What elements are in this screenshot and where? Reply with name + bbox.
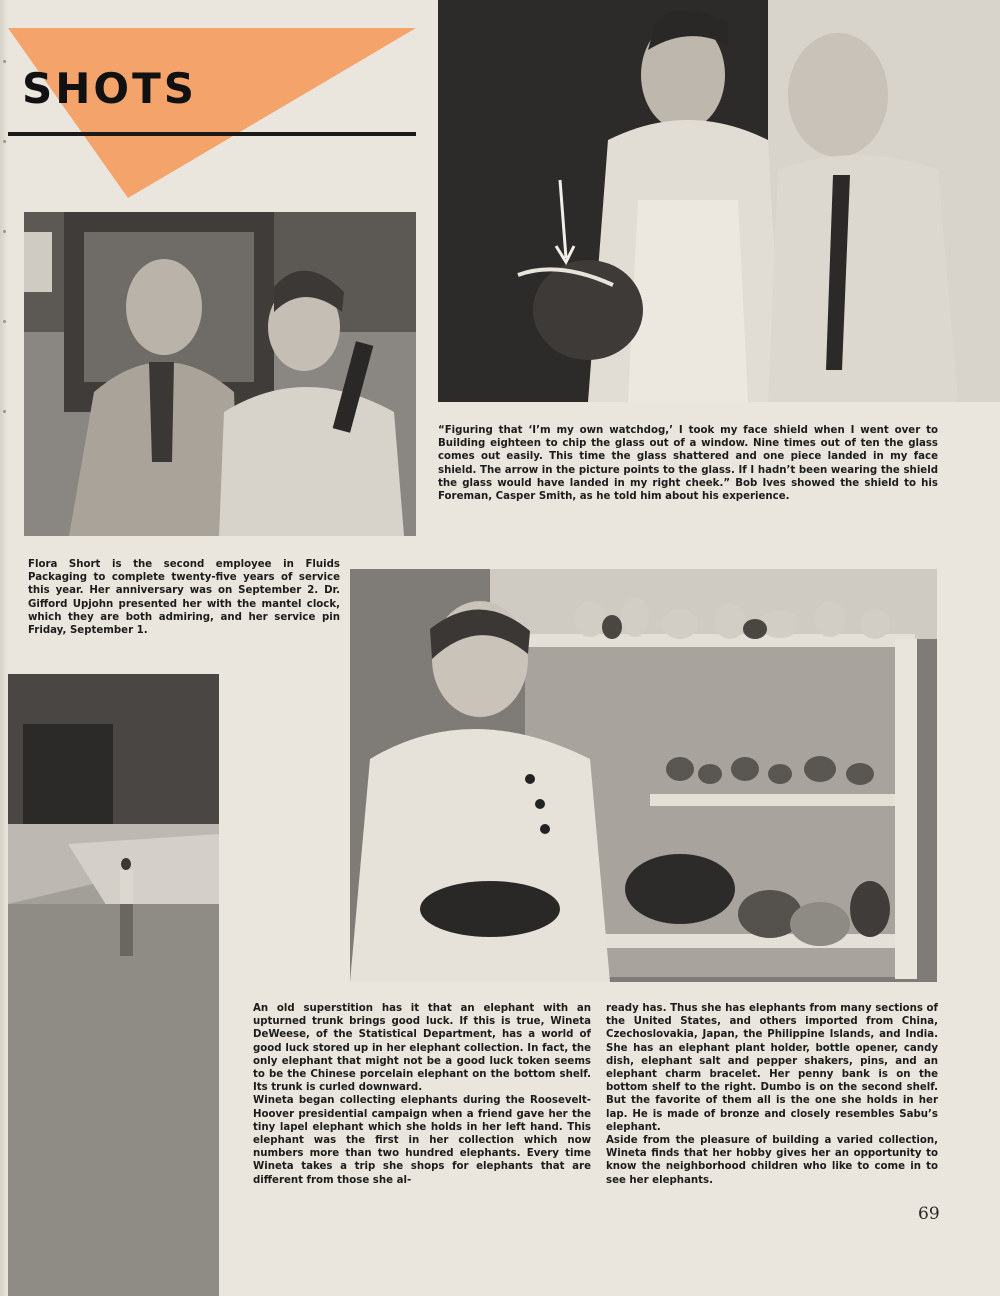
caption-flora-short: Flora Short is the second employee in Fluids Packaging to complete twenty-five years of service this year. Her anniversary was on September 2. Dr. Gifford Upjohn presented her with the mantel clock, which they are both admiring, and her service pin Friday, September 1. [28, 559, 340, 637]
page-number: 69 [918, 1204, 940, 1224]
photo-courtyard [8, 674, 219, 1296]
photo-elephant-collection [350, 569, 937, 982]
story-paragraph: Aside from the pleasure of building a varied collection, Wineta finds that her hobby gives her an opportunity to know the neighborhood children who like to come in to see her elephants. [606, 1135, 938, 1186]
story-column-2 [606, 1002, 938, 1187]
story-paragraph: Wineta began collecting elephants during the Roosevelt-Hoover presidential campaign when a friend gave her the tiny lapel elephant which she holds in her left hand. This elephant was the first in her collection which now numbers more than two hundred elephants. Every time Wineta takes a trip she shops for elephants that are different from those she al- [253, 1095, 591, 1186]
section-title: SHOTS [22, 64, 198, 113]
caption-face-shield: “Figuring that ‘I’m my own watchdog,’ I took my face shield when I went over to Building eighteen to chip the glass out of a window. Nine times out of ten the glass comes out easily. This time the glass shattered and one piece landed in my face shield. The arrow in the picture points to the glass. If I hadn’t been wearing the shield the glass would have landed in my right cheek.” Bob Ives showed the shield to his Foreman, Casper Smith, as he told him about his experience. [438, 425, 938, 503]
story-paragraph: An old superstition has it that an elephant with an upturned trunk brings good luck. If this is true, Wineta DeWeese, of the Statistical Department, has a world of good luck stored up in her elephant collection. In fact, the only elephant that might not be a good luck token seems to be the Chinese porcelain elephant on the bottom shelf. Its trunk is curled downward. [253, 1003, 591, 1094]
banner-rule [8, 132, 416, 136]
photo-face-shield [438, 0, 1000, 402]
section-banner [8, 28, 416, 198]
story-column-1 [253, 1002, 591, 1187]
story-paragraph: ready has. Thus she has elephants from many sections of the United States, and others imported from China, Czechoslovakia, Japan, the Philippine Islands, and India. She has an elephant plant holder, bottle opener, candy dish, elephant salt and pepper shakers, pins, and an elephant charm bracelet. Her penny bank is on the bottom shelf to the right. Dumbo is on the second shelf. But the favorite of them all is the one she holds in her lap. He is made of bronze and closely resembles Sabu’s elephant. [606, 1003, 938, 1133]
photo-clock-presentation [24, 212, 416, 536]
banner-triangle [8, 28, 416, 198]
page-edge [0, 0, 8, 1296]
